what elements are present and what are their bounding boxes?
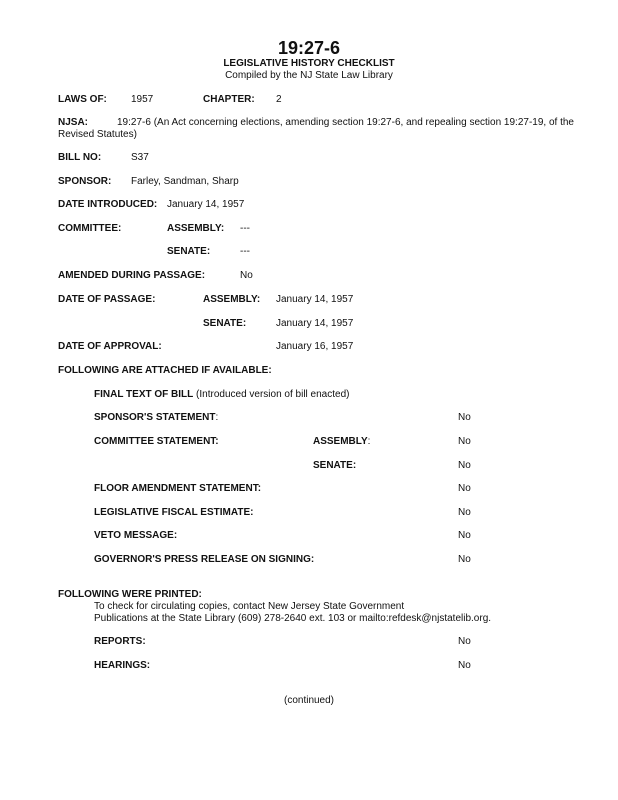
chapter-value: 2 [276,94,282,105]
njsa-value: 19:27-6 (An Act concerning elections, amending section 19:27-6, and repealing section 19:27-19, of the Revised Statutes) [58,117,574,140]
veto-message-value: No [458,530,471,541]
committee-statement-assembly-colon: : [367,436,371,447]
bill-no-value: S37 [131,152,149,163]
committee-statement-assembly-row [313,436,370,448]
sponsor-statement-row [94,412,218,424]
checklist-subtitle: LEGISLATIVE HISTORY CHECKLIST [223,58,395,69]
sponsor-statement-colon: : [215,412,219,423]
veto-message-label: VETO MESSAGE: [94,530,178,541]
committee-assembly-label: ASSEMBLY: [167,223,225,234]
committee-senate-label: SENATE: [167,246,211,257]
date-introduced-label: DATE INTRODUCED: [58,199,158,210]
floor-amendment-label: FLOOR AMENDMENT STATEMENT: [94,483,262,494]
committee-statement-label: COMMITTEE STATEMENT: [94,436,219,447]
laws-of-label: LAWS OF: [58,94,107,105]
committee-statement-senate-label: SENATE: [313,460,357,471]
fiscal-estimate-value: No [458,507,471,518]
committee-statement-assembly-label: ASSEMBLY [313,436,368,447]
floor-amendment-value: No [458,483,471,494]
final-text-note: (Introduced version of bill enacted) [196,389,350,400]
sponsor-value: Farley, Sandman, Sharp [131,176,239,187]
date-of-passage-label: DATE OF PASSAGE: [58,294,156,305]
committee-label: COMMITTEE: [58,223,122,234]
committee-assembly-value: --- [240,223,250,234]
sponsor-statement-label: SPONSOR'S STATEMENT [94,412,216,423]
laws-of-value: 1957 [131,94,154,105]
committee-statement-assembly-value: No [458,436,471,447]
sponsor-statement-value: No [458,412,471,423]
fiscal-estimate-label: LEGISLATIVE FISCAL ESTIMATE: [94,507,254,518]
date-of-approval-label: DATE OF APPROVAL: [58,341,162,352]
amended-label: AMENDED DURING PASSAGE: [58,270,206,281]
reports-value: No [458,636,471,647]
passage-senate-value: January 14, 1957 [276,318,354,329]
press-release-value: No [458,554,471,565]
date-of-approval-value: January 16, 1957 [276,341,354,352]
sponsor-label: SPONSOR: [58,176,112,187]
continued-note: (continued) [283,695,335,706]
attached-heading: FOLLOWING ARE ATTACHED IF AVAILABLE: [58,365,272,376]
committee-senate-value: --- [240,246,250,257]
bill-no-label: BILL NO: [58,152,102,163]
final-text-row [94,389,349,401]
amended-value: No [240,270,253,281]
hearings-value: No [458,660,471,671]
passage-assembly-label: ASSEMBLY: [203,294,261,305]
page-title: 19:27-6 [277,38,341,58]
date-introduced-value: January 14, 1957 [167,199,245,210]
compiled-by-text: Compiled by the NJ State Law Library [225,70,393,81]
passage-senate-label: SENATE: [203,318,247,329]
press-release-label: GOVERNOR'S PRESS RELEASE ON SIGNING: [94,554,315,565]
printed-line-1: To check for circulating copies, contact New Jersey State Government [94,601,405,612]
printed-line-2: Publications at the State Library (609) 278-2640 ext. 103 or mailto:refdesk@njstatelib.org. [94,613,492,624]
final-text-label: FINAL TEXT OF BILL [94,389,194,400]
reports-label: REPORTS: [94,636,146,647]
hearings-label: HEARINGS: [94,660,151,671]
passage-assembly-value: January 14, 1957 [276,294,354,305]
chapter-label: CHAPTER: [203,94,255,105]
njsa-label: NJSA: [58,117,89,128]
committee-statement-senate-value: No [458,460,471,471]
printed-heading: FOLLOWING WERE PRINTED: [58,589,202,600]
